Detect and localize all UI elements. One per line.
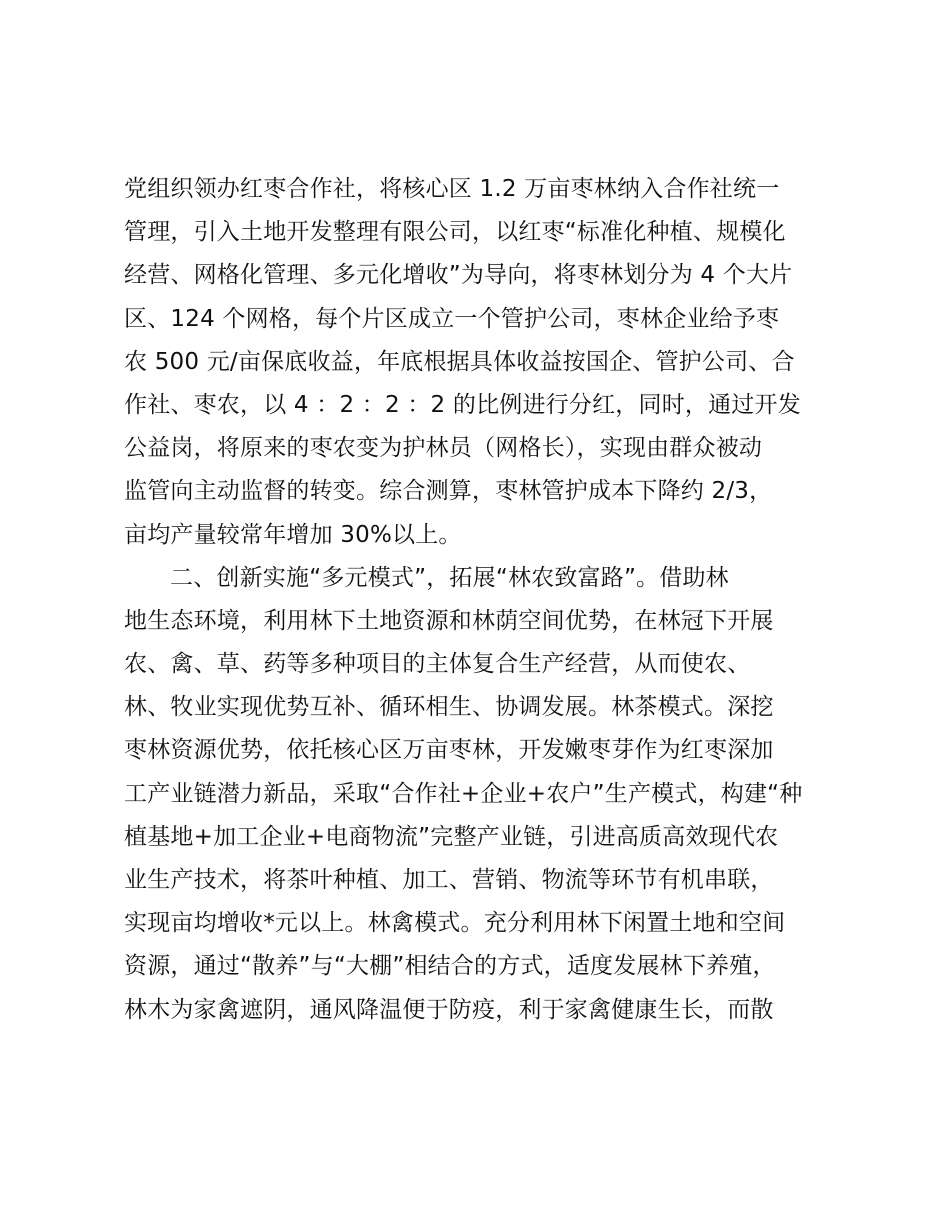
text-line: 林、牧业实现优势互补、循环相生、协调发展。林茶模式。深挖: [124, 694, 774, 721]
text-line: 区、124 个网格，每个片区成立一个管护公司，枣林企业给予枣: [124, 305, 780, 332]
text-line: 经营、网格化管理、多元化增收”为导向，将枣林划分为 4 个大片: [124, 262, 793, 289]
text-line: 枣林资源优势，依托核心区万亩枣林，开发嫩枣芽作为红枣深加: [124, 737, 774, 764]
text-line: 业生产技术，将茶叶种植、加工、营销、物流等环节有机串联，: [124, 867, 774, 893]
section-heading-line: 二、创新实施“多元模式”，拓展“林农致富路”。借助林: [170, 564, 729, 591]
text-line: 资源，通过“散养”与“大棚”相结合的方式，适度发展林下养殖，: [124, 953, 776, 980]
body-text: [124, 168, 844, 1032]
text-line: 亩均产量较常年增加 30%以上。: [124, 521, 462, 548]
text-line: 地生态环境，利用林下土地资源和林荫空间优势，在林冠下开展: [124, 607, 774, 634]
text-line: 管理，引入土地开发整理有限公司，以红枣“标准化种植、规模化: [124, 219, 786, 246]
text-line: 公益岗，将原来的枣农变为护林员（网格长），实现由群众被动: [124, 435, 763, 462]
text-line: 农、禽、草、药等多种项目的主体复合生产经营，从而使农、: [124, 651, 751, 678]
text-line: 实现亩均增收*元以上。林禽模式。充分利用林下闲置土地和空间: [124, 910, 786, 937]
text-line: 党组织领办红枣合作社，将核心区 1.2 万亩枣林纳入合作社统一: [124, 176, 780, 202]
text-line: 工产业链潜力新品，采取“合作社+企业+农户”生产模式，构建“种: [124, 780, 803, 807]
text-line: 作社、枣农，以 4 ：2 ：2 ：2 的比例进行分红，同时，通过开发: [124, 391, 801, 418]
text-line: 林木为家禽遮阴，通风降温便于防疫，利于家禽健康生长，而散: [124, 996, 774, 1023]
text-line: 监管向主动监督的转变。综合测算，枣林管护成本下降约 2/3，: [124, 478, 773, 505]
text-line: 植基地+加工企业+电商物流”完整产业链，引进高质高效现代农: [124, 823, 779, 850]
text-line: 农 500 元/亩保底收益，年底根据具体收益按国企、管护公司、合: [124, 348, 795, 375]
